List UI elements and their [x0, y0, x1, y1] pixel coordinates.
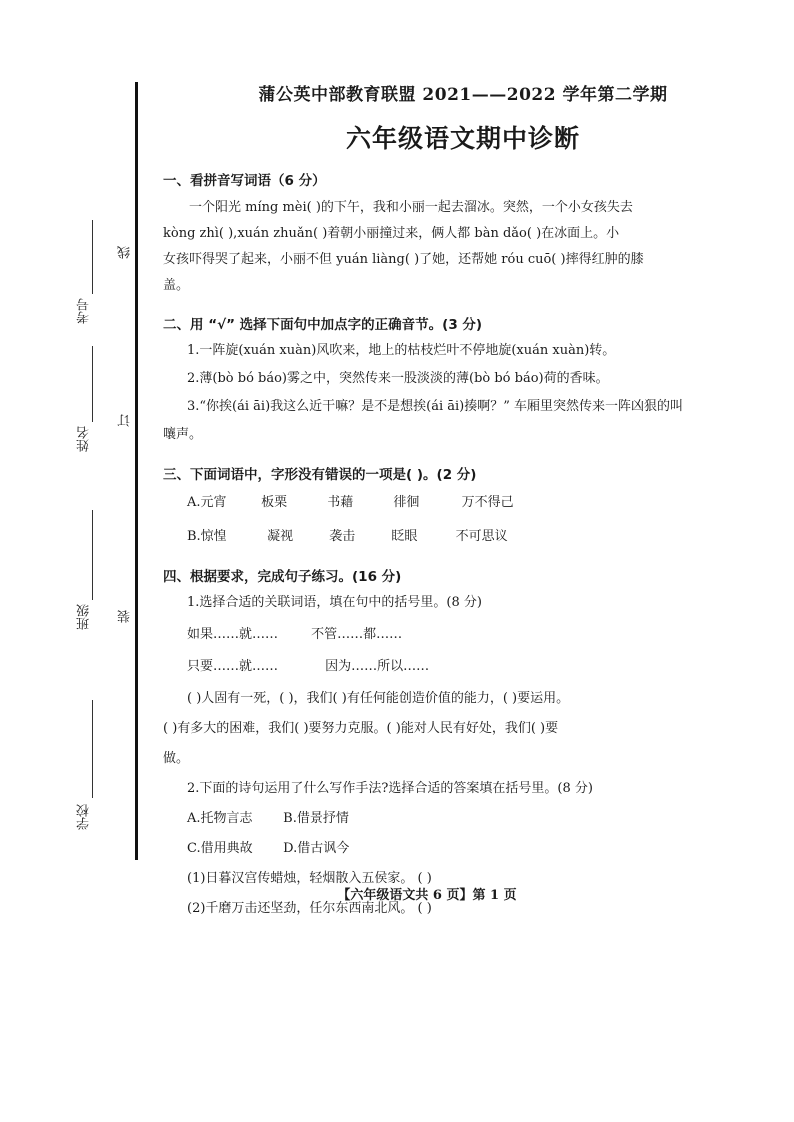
option-b-word-5: 不可思议: [455, 529, 508, 544]
binding-char-zhuang: 装: [118, 610, 133, 623]
option-a-word-2: 板栗: [261, 495, 288, 510]
conjunction-pair: 如果……就……: [187, 627, 279, 642]
section-1-line-2: kòng zhì( ),xuán zhuǎn( )着朝小丽撞过来，俩人都 bàn dǎo( )在冰面上。小: [163, 226, 620, 241]
technique-option: D.借古讽今: [283, 841, 350, 856]
school-label: 学校: [77, 804, 92, 830]
option-b-word-2: 凝视: [267, 529, 294, 544]
technique-option: A.托物言志: [187, 811, 253, 826]
section-4-title: 四、根据要求，完成句子练习。(16 分): [163, 569, 402, 585]
exam-number-label: 考号: [77, 298, 92, 324]
exam-school-line: 蒲公英中部教育联盟 2021——2022 学年第二学期: [258, 85, 668, 105]
conjunction-pair: 因为……所以……: [325, 659, 430, 674]
name-write-line: [92, 346, 93, 422]
binding-divider-line: [135, 82, 138, 860]
binding-char-ding: 订: [118, 414, 133, 427]
name-label: 姓名: [77, 426, 92, 452]
technique-options-row-2: [163, 835, 733, 863]
section-4-q1-title: 1.选择合适的关联词语，填在句中的括号里。(8 分): [187, 595, 482, 610]
section-1-line-4: 盖。: [163, 278, 190, 293]
conjunction-pair: 不管……都……: [311, 627, 403, 642]
binding-char-xian: 线: [118, 246, 133, 259]
section-4-q1-line-2: ( )有多大的困难，我们( )要努力克服。( )能对人民有好处，我们( )要: [163, 721, 559, 736]
section-3-title: 三、下面词语中，字形没有错误的一项是( )。(2 分): [163, 467, 477, 483]
exam-number-write-line: [92, 220, 93, 294]
option-a-word-4: 徘徊: [393, 495, 420, 510]
exam-title: 六年级语文期中诊断: [345, 124, 580, 153]
section-2-item-2: 2.薄(bò bó báo)雾之中，突然传来一股淡淡的薄(bò bó báo)荷的香味。: [187, 371, 609, 386]
page-footer: 【六年级语文共 6 页】第 1 页: [337, 888, 517, 903]
option-a-word-5: 万不得己: [461, 495, 514, 510]
section-3-option-b: [163, 523, 733, 551]
option-b-word-1: B.惊惶: [187, 529, 227, 544]
conjunction-pairs-row-1: [163, 621, 733, 649]
option-a-word-3: 书藉: [327, 495, 354, 510]
section-2-item-3-cont: 嚷声。: [163, 427, 203, 442]
poem-question-1: (1)日暮汉宫传蜡烛，轻烟散入五侯家。 ( ): [187, 871, 432, 886]
class-label: 班级: [77, 604, 92, 630]
section-4-q2-title: 2.下面的诗句运用了什么写作手法?选择合适的答案填在括号里。(8 分): [187, 781, 593, 796]
technique-options-row-1: [163, 805, 733, 833]
school-write-line: [92, 700, 93, 798]
option-a-word-1: A.元宵: [187, 495, 227, 510]
section-1-line-3: 女孩吓得哭了起来，小丽不但 yuán liàng( )了她，还帮她 róu cuō( )摔得红肿的膝: [163, 252, 644, 267]
class-write-line: [92, 510, 93, 600]
section-1-line-1: 一个阳光 míng mèi( )的下午，我和小丽一起去溜冰。突然，一个小女孩失去: [189, 200, 633, 215]
conjunction-pairs-row-2: [163, 653, 733, 681]
section-3-option-a: [163, 489, 733, 517]
conjunction-pair: 只要……就……: [187, 659, 279, 674]
section-2-item-1: 1.一阵旋(xuán xuàn)风吹来，地上的枯枝烂叶不停地旋(xuán xuàn)转。: [187, 343, 616, 358]
section-2-item-3: 3.“你挨(ái āi)我这么近干嘛？是不是想挨(ái āi)揍啊？” 车厢里突然传来一阵凶狠的叫: [187, 399, 684, 414]
poem-question-2: (2)千磨万击还坚劲，任尔东西南北风。 ( ): [187, 901, 432, 916]
section-2-title: 二、用 “√” 选择下面句中加点字的正确音节。(3 分): [163, 317, 483, 333]
section-4-q1-line-1: ( )人固有一死，( )，我们( )有任何能创造价值的能力，( )要运用。: [187, 691, 570, 706]
section-1-title: 一、看拼音写词语（6 分）: [163, 173, 326, 189]
option-b-word-3: 袭击: [329, 529, 356, 544]
section-4-q1-line-3: 做。: [163, 751, 190, 766]
option-b-word-4: 眨眼: [391, 529, 418, 544]
exam-content: [163, 80, 733, 923]
technique-option: C.借用典故: [187, 841, 253, 856]
technique-option: B.借景抒情: [283, 811, 349, 826]
